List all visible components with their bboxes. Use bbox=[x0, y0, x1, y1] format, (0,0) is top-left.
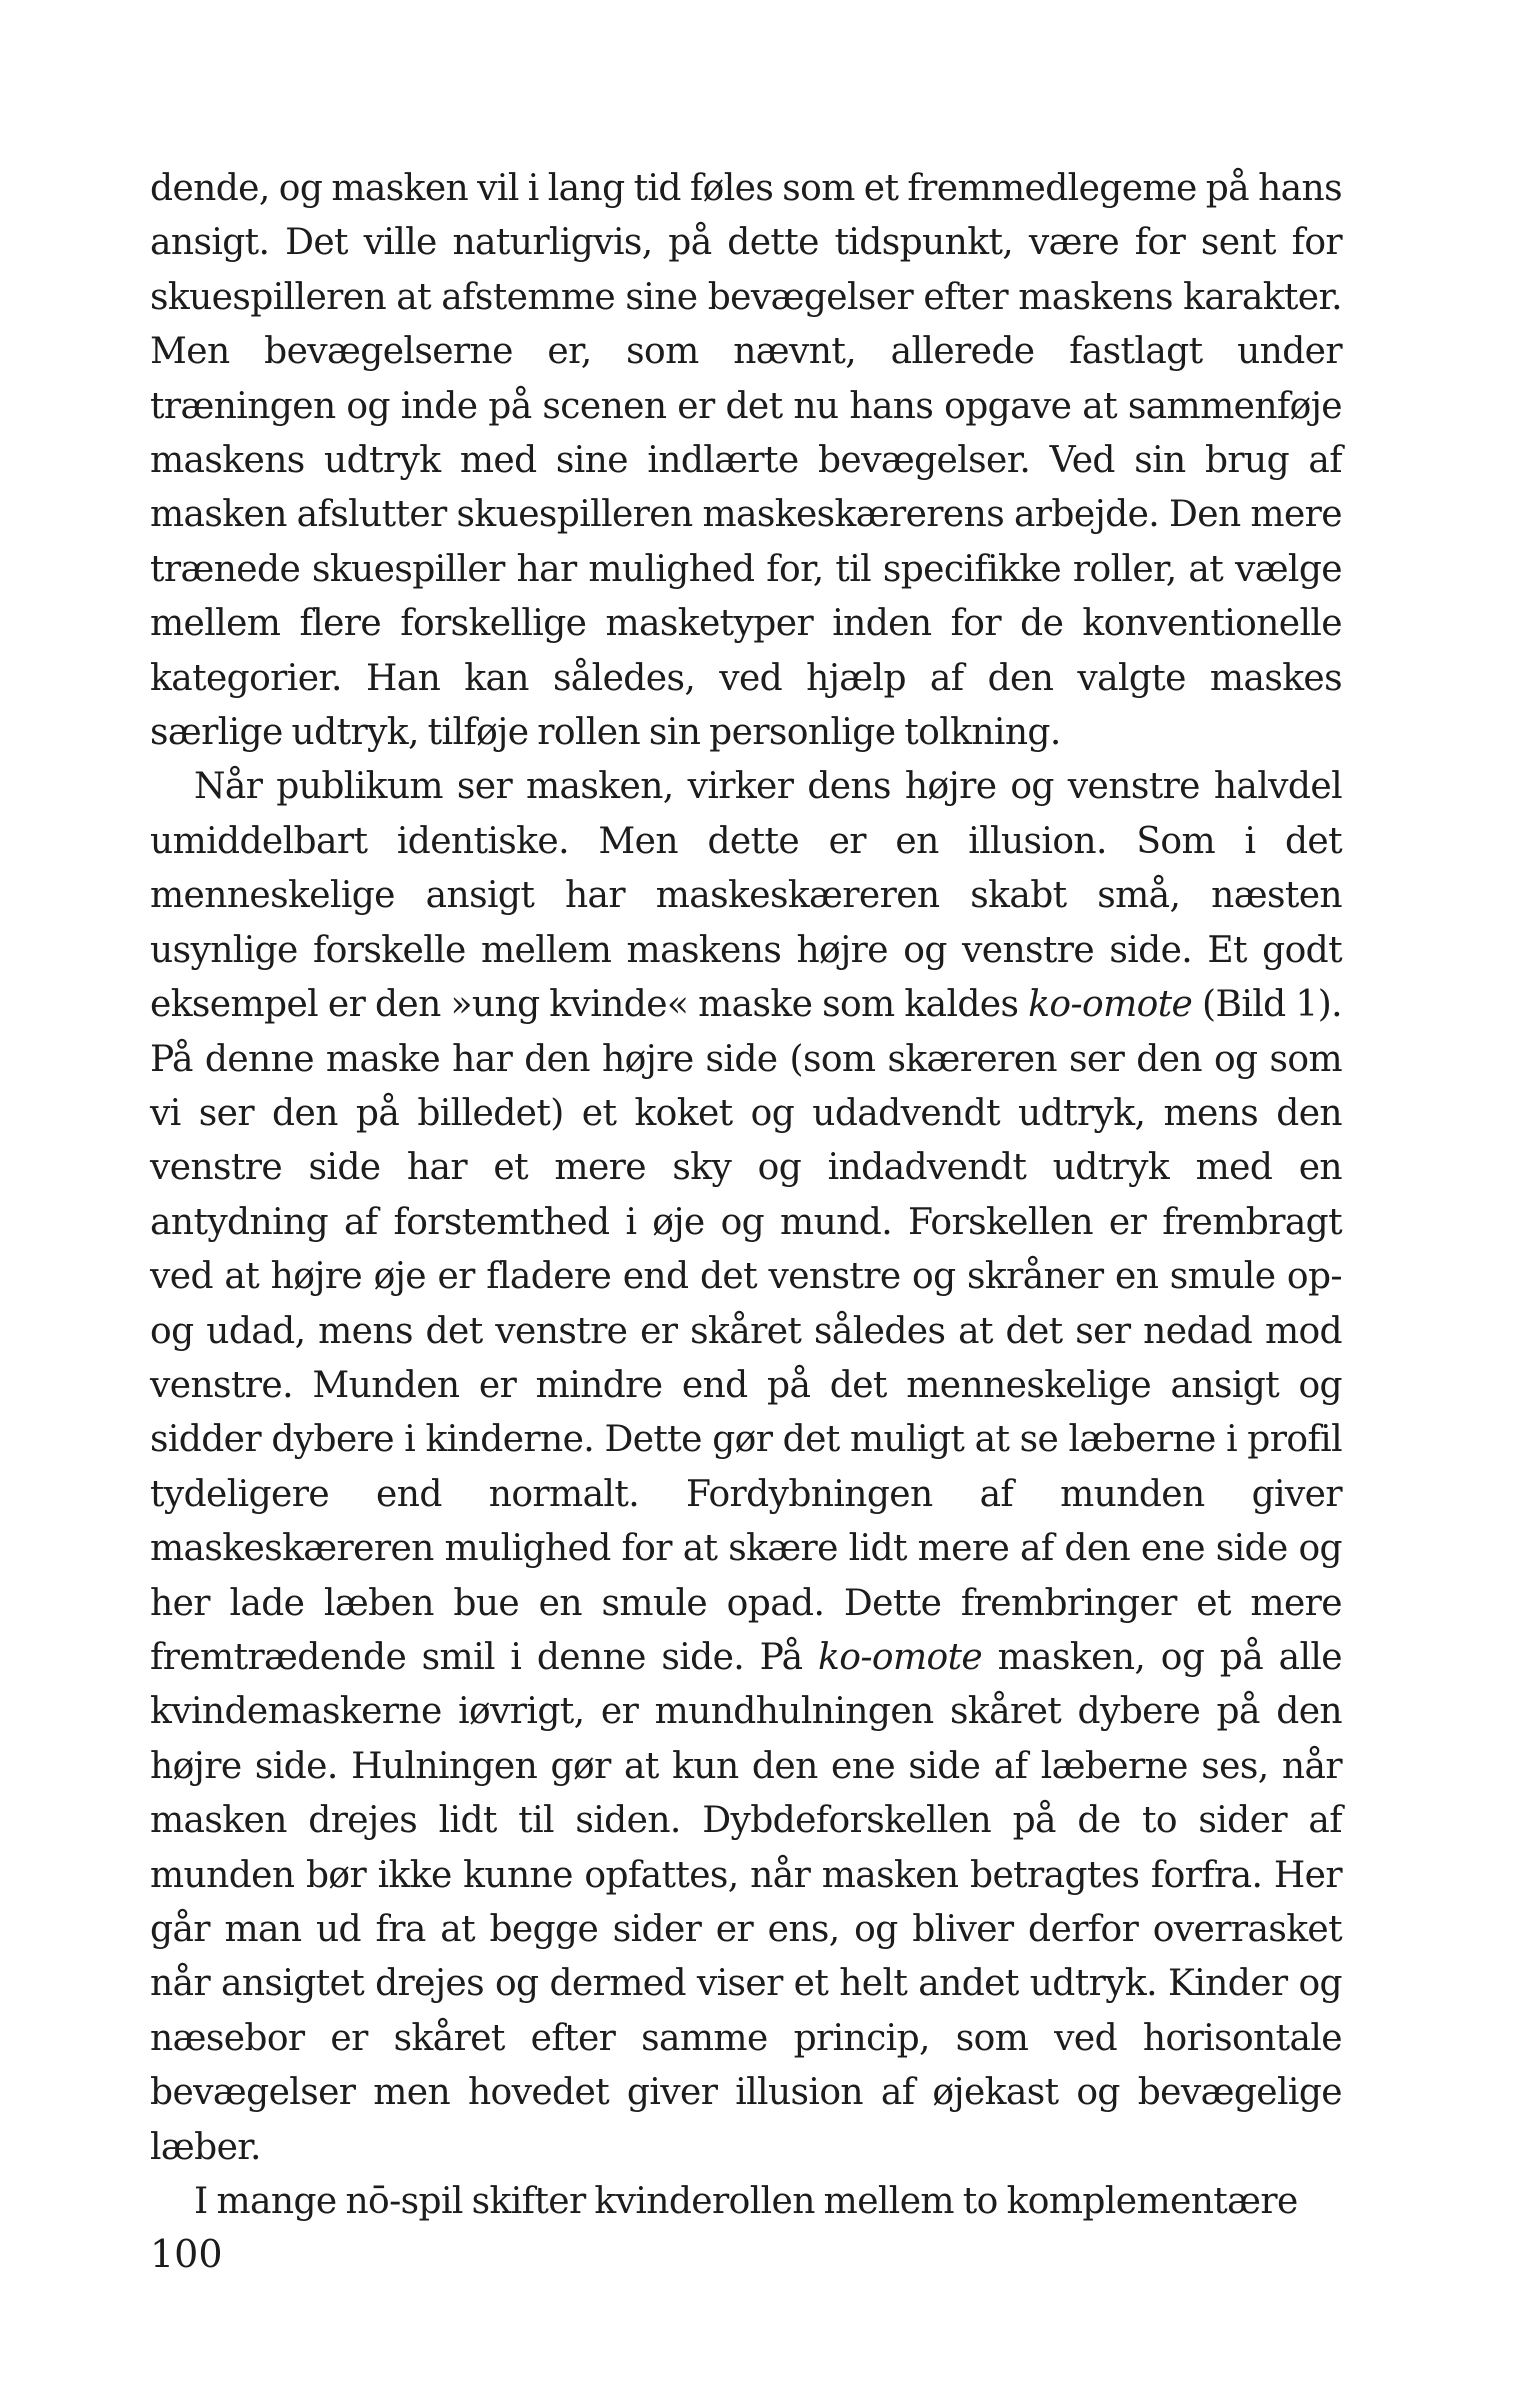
paragraph-text: Når publikum ser masken, virker dens højre og venstre halvdel umiddelbart identiske. Men dette er en illusion. Som i det menneskelige ansigt har maskeskæreren skabt små, næsten usynlige forskelle mellem maskens højre og venstre side. Et godt eksempel er den »ung kvinde« maske som kaldes bbox=[150, 766, 1342, 1026]
page-number: 100 bbox=[150, 2232, 223, 2276]
paragraph-1 bbox=[150, 162, 1342, 760]
italic-term: ko-omote bbox=[818, 1636, 983, 1678]
italic-term: ko-omote bbox=[1028, 984, 1193, 1026]
paragraph-text: masken, og på alle kvindemaskerne iøvrigt, er mundhulningen skåret dybere på den højre side. Hulningen gør at kun den ene side af læberne ses, når masken drejes lidt til siden. Dybdeforskellen på de to sider af munden bør ikke kunne opfattes, når masken betragtes forfra. Her går man ud fra at begge sider er ens, og bliver derfor overrasket når ansigtet drejes og dermed viser et helt andet udtryk. Kinder og næsebor er skåret efter samme princip, som ved horisontale bevægelser men hovedet giver illusion af øjekast og bevægelige læber. bbox=[150, 1636, 1343, 2168]
body-text bbox=[150, 162, 1342, 2229]
paragraph-text: (Bild 1). På denne maske har den højre side (som skæreren ser den og som vi ser den på billedet) et koket og udadvendt udtryk, mens den venstre side har et mere sky og indadvendt udtryk med en antydning af forstemthed i øje og mund. Forskellen er frembragt ved at højre øje er fladere end det venstre og skråner en smule op- og udad, mens det venstre er skåret således at det ser nedad mod venstre. Munden er mindre end på det menneskelige ansigt og sidder dybere i kinderne. Dette gør det muligt at se læberne i profil tydeligere end normalt. Fordybningen af munden giver maskeskæreren mulighed for at skære lidt mere af den ene side og her lade læben bue en smule opad. Dette frembringer et mere fremtrædende smil i denne side. På bbox=[150, 984, 1342, 1678]
paragraph-text: I mange nō-spil skifter kvinderollen mellem to komplementære bbox=[194, 2181, 1298, 2223]
paragraph-2 bbox=[150, 760, 1342, 2175]
paragraph-3 bbox=[150, 2175, 1342, 2229]
paragraph-text: dende, og masken vil i lang tid føles som et fremmedlegeme på hans ansigt. Det ville naturligvis, på dette tidspunkt, være for sent for skuespilleren at afstemme sine bevægelser efter maskens karakter. Men bevægelserne er, som nævnt, allerede fastlagt under træningen og inde på scenen er det nu hans opgave at sammenføje maskens udtryk med sine indlærte bevægelser. Ved sin brug af masken afslutter skuespilleren maskeskærerens arbejde. Den mere trænede skuespiller har mulighed for, til specifikke roller, at vælge mellem flere forskellige masketyper inden for de konventionelle kategorier. Han kan således, ved hjælp af den valgte maskes særlige udtryk, tilføje rollen sin personlige tolkning. bbox=[150, 168, 1342, 754]
